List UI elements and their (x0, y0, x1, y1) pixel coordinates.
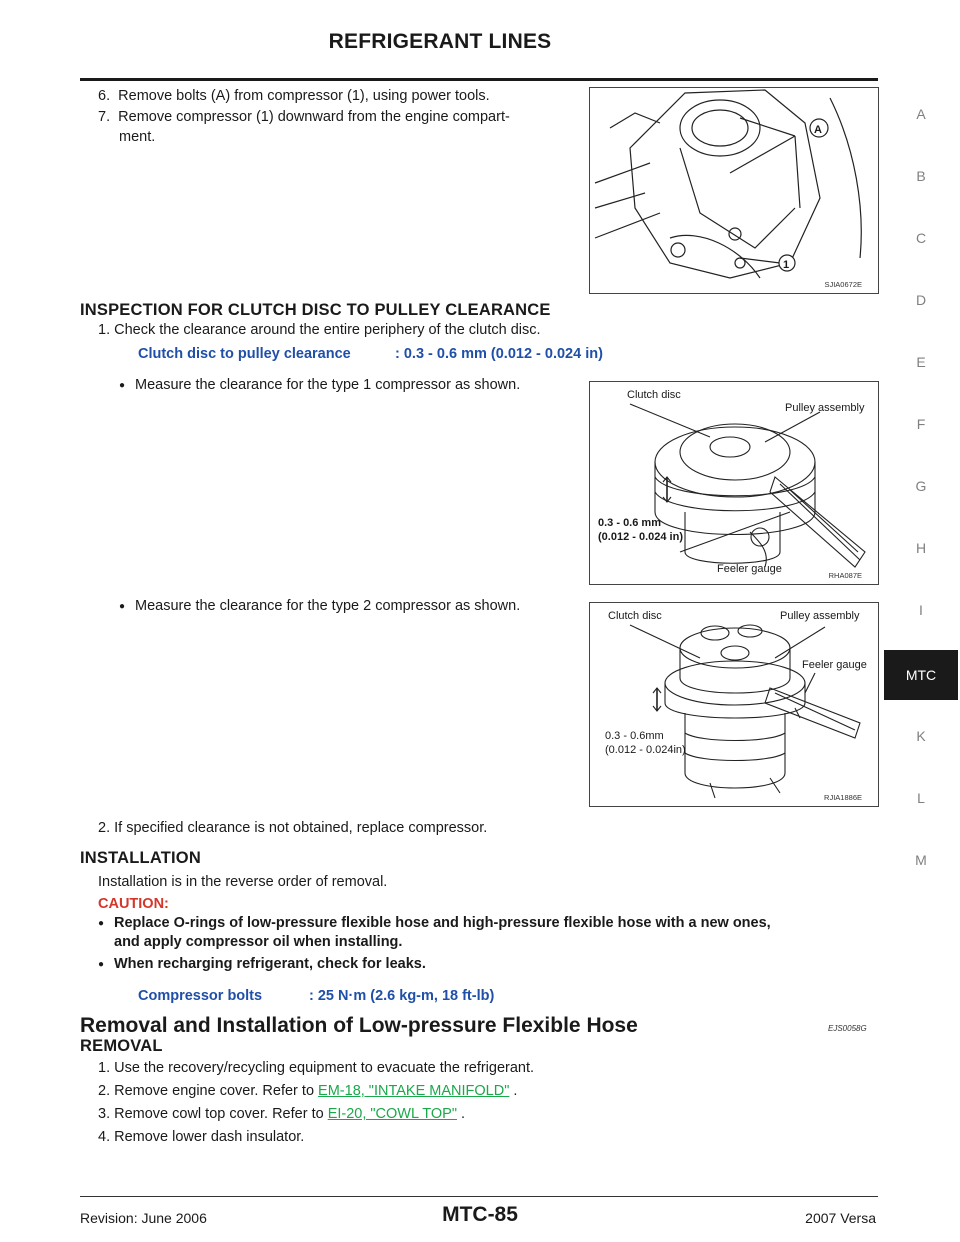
callout-1: 1 (783, 259, 790, 271)
step-7-cont: ment. (119, 129, 156, 145)
tab-g[interactable]: G (915, 478, 927, 494)
compressor-drawing (590, 88, 878, 293)
tab-k[interactable]: K (916, 728, 926, 744)
tab-l[interactable]: L (917, 790, 925, 806)
tab-d[interactable]: D (915, 292, 927, 308)
label-clearance-in: (0.012 - 0.024 in) (598, 531, 683, 543)
footer-revision: Revision: June 2006 (80, 1210, 207, 1226)
removal-step-4: 4. Remove lower dash insulator. (98, 1129, 305, 1145)
installation-intro: Installation is in the reverse order of removal. (98, 874, 388, 890)
callout-a: A (814, 124, 822, 136)
tab-h[interactable]: H (915, 540, 927, 556)
tab-mtc-active[interactable]: MTC (884, 650, 958, 700)
removal-heading: REMOVAL (80, 1037, 163, 1055)
caution-item-1-cont: and apply compressor oil when installing. (114, 934, 403, 950)
caution-item-1: ● Replace O-rings of low-pressure flexible hose and high-pressure flexible hose with a new ones, (98, 915, 771, 931)
figure-code: RHA087E (828, 571, 862, 580)
step-7: 7. Remove compressor (1) downward from the engine compart- (98, 109, 510, 125)
inspection-heading: INSPECTION FOR CLUTCH DISC TO PULLEY CLEARANCE (80, 301, 551, 319)
bullet-icon: ● (119, 380, 126, 391)
caution-label: CAUTION: (98, 896, 169, 912)
page-number: MTC-85 (442, 1203, 518, 1226)
label-feeler-gauge: Feeler gauge (802, 659, 867, 671)
section-code: EJS0058G (828, 1024, 867, 1033)
removal-step-1: 1. Use the recovery/recycling equipment to evacuate the refrigerant. (98, 1060, 535, 1076)
bullet-icon: ● (98, 918, 105, 929)
spec-bolts-value: : 25 N·m (2.6 kg-m, 18 ft-lb) (309, 988, 495, 1004)
tab-i[interactable]: I (919, 602, 923, 618)
bullet-icon: ● (119, 601, 126, 612)
label-feeler-gauge: Feeler gauge (717, 563, 782, 575)
tab-f[interactable]: F (916, 416, 926, 432)
tab-c[interactable]: C (915, 230, 927, 246)
figure-type2-clearance (589, 602, 879, 807)
bullet-type1: ● Measure the clearance for the type 1 compressor as shown. (119, 377, 521, 393)
tab-b[interactable]: B (916, 168, 926, 184)
link-em-18-intake-manifold[interactable]: EM-18, "INTAKE MANIFOLD" (318, 1083, 510, 1099)
removal-step-3: 3. Remove cowl top cover. Refer to EI-20, "COWL TOP" . (98, 1106, 466, 1122)
label-pulley-assembly: Pulley assembly (785, 402, 865, 414)
label-clutch-disc: Clutch disc (608, 610, 662, 622)
link-ei-20-cowl-top[interactable]: EI-20, "COWL TOP" (327, 1106, 457, 1122)
caution-item-2: ● When recharging refrigerant, check for leaks. (98, 956, 426, 972)
figure-compressor-removal (589, 87, 879, 294)
footer-model: 2007 Versa (805, 1210, 876, 1226)
removal-step-2: 2. Remove engine cover. Refer to EM-18, "INTAKE MANIFOLD" . (98, 1083, 518, 1099)
inspection-step-1: 1. Check the clearance around the entire periphery of the clutch disc. (98, 322, 541, 338)
label-clearance-in: (0.012 - 0.024in) (605, 744, 686, 756)
label-clutch-disc: Clutch disc (627, 389, 681, 401)
label-pulley-assembly: Pulley assembly (780, 610, 860, 622)
installation-heading: INSTALLATION (80, 849, 201, 867)
type2-drawing (590, 603, 878, 806)
figure-code: SJIA0672E (824, 280, 862, 289)
figure-type1-clearance (589, 381, 879, 585)
bullet-icon: ● (98, 959, 105, 970)
tab-m[interactable]: M (915, 852, 927, 868)
footer-rule (80, 1196, 878, 1197)
figure-code: RJIA1886E (824, 793, 862, 802)
spec-bolts-label: Compressor bolts (138, 988, 263, 1004)
label-clearance-mm: 0.3 - 0.6mm (605, 730, 664, 742)
tab-a[interactable]: A (916, 106, 926, 122)
bullet-type2: ● Measure the clearance for the type 2 compressor as shown. (119, 598, 521, 614)
type1-drawing (590, 382, 878, 584)
section-title: Removal and Installation of Low-pressure Flexible Hose (80, 1014, 638, 1037)
page-title: REFRIGERANT LINES (328, 30, 552, 53)
spec-clearance-value: : 0.3 - 0.6 mm (0.012 - 0.024 in) (395, 346, 603, 362)
header-rule (80, 78, 878, 81)
spec-clearance-label: Clutch disc to pulley clearance (138, 346, 351, 362)
inspection-step-2: 2. If specified clearance is not obtained, replace compressor. (98, 820, 488, 836)
label-clearance-mm: 0.3 - 0.6 mm (598, 517, 661, 529)
step-6: 6. Remove bolts (A) from compressor (1), using power tools. (98, 88, 490, 104)
tab-e[interactable]: E (916, 354, 926, 370)
